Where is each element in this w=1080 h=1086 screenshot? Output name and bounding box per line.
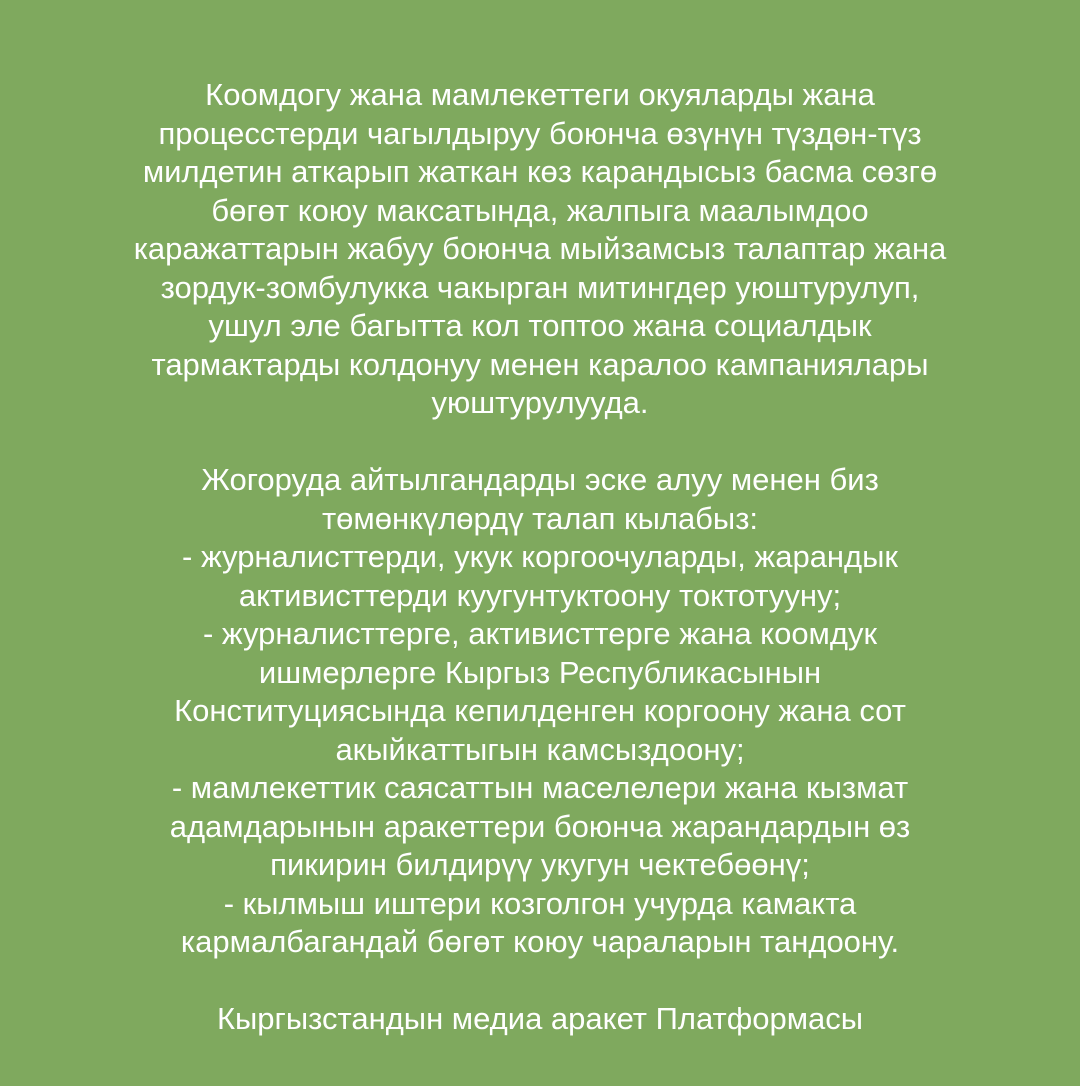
- demand-item: - мамлекеттик саясаттын маселелери жана кызмат: [171, 770, 909, 805]
- demand-item: акыйкаттыгын камсыздоону;: [335, 731, 745, 767]
- intro-line: зордук-зомбулукка чакырган митингдер уюштурулуп,: [160, 269, 920, 305]
- demands-line: төмөнкүлөрдү талап кылабыз:: [321, 500, 759, 536]
- signature: Кыргызстандын медиа аракет Платформасы: [216, 1001, 864, 1036]
- demand-item: - журналисттерди, укук коргоочуларды, жарандык: [182, 539, 898, 574]
- demand-item: - журналисттерге, активисттерге жана коомдук: [202, 616, 878, 651]
- intro-line: бөгөт коюу максатында, жалпыга маалымдоо: [211, 192, 869, 228]
- demand-item: адамдарынын аракеттери боюнча жарандардын өз: [169, 808, 911, 844]
- intro-line: Коомдогу жана мамлекеттеги окуяларды жана: [205, 77, 875, 112]
- demand-item: - кылмыш иштери козголгон учурда камакта: [223, 885, 857, 921]
- intro-line: каражаттарын жабуу боюнча мыйзамсыз талаптар жана: [133, 231, 947, 266]
- intro-line: уюштурулууда.: [431, 385, 649, 420]
- intro-line: милдетин аткарып жаткан көз карандысыз басма сөзгө: [142, 154, 938, 189]
- statement-text: [0, 76, 1080, 1039]
- demand-item: кармалбагандай бөгөт коюу чараларын тандоону.: [180, 924, 900, 959]
- demand-item: Конституциясында кепилденген коргоону жана сот: [174, 693, 906, 728]
- paragraph-gap: [0, 423, 1080, 462]
- demands-line: Жогоруда айтылгандарды эске алуу менен биз: [201, 462, 879, 497]
- intro-line: процесстерди чагылдыруу боюнча өзүнүн түздөн-түз: [158, 115, 922, 151]
- demand-item: активисттерди куугунтуктоону токтотууну;: [238, 577, 842, 613]
- paragraph-gap: [0, 962, 1080, 1001]
- demand-item: пикирин билдирүү укугун чектебөөнү;: [270, 847, 810, 882]
- intro-paragraph: [0, 76, 1080, 423]
- intro-line: ушул эле багытта кол топтоо жана социалдык: [208, 308, 872, 343]
- intro-line: тармактарды колдонуу менен каралоо кампаниялары: [151, 346, 929, 382]
- demands-paragraph: [0, 461, 1080, 962]
- demand-item: ишмерлерге Кыргыз Республикасынын: [258, 654, 822, 690]
